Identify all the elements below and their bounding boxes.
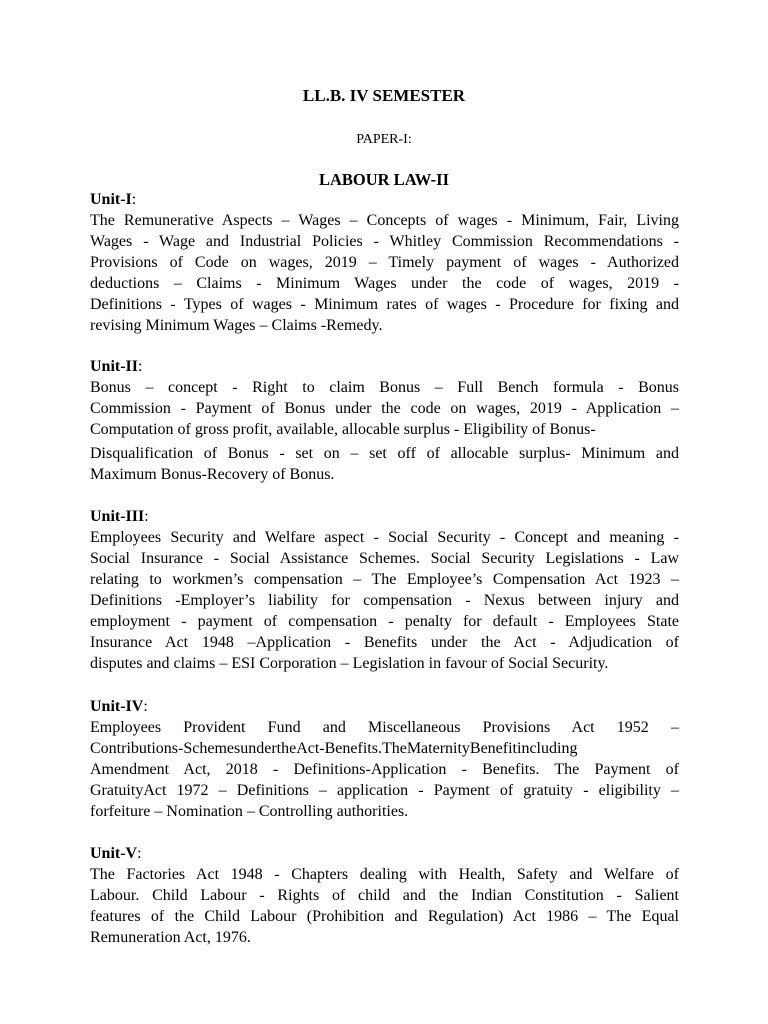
unit-2-line: Bonus – concept - Right to claim Bonus – Full Bench formula - Bonus [90,379,679,396]
unit-5-line: Remuneration Act, 1976. [90,929,251,946]
course-heading: LL.B. IV SEMESTER [302,86,466,105]
unit-5-line: features of the Child Labour (Prohibition and Regulation) Act 1986 – The Equal [90,908,679,925]
paper-heading: PAPER-I: [356,132,412,147]
unit-3-line: employment - payment of compensation - penalty for default - Employees State [90,613,679,630]
unit-5-section [90,843,679,948]
unit-1-line: Definitions - Types of wages - Minimum rates of wages - Procedure for fixing and [90,296,679,313]
unit-2-line: Maximum Bonus-Recovery of Bonus. [90,466,335,483]
unit-2-line: Computation of gross profit, available, allocable surplus - Eligibility of Bonus- [90,421,596,438]
unit-5-line: The Factories Act 1948 - Chapters dealing with Health, Safety and Welfare of [90,866,679,883]
unit-2-line: Disqualification of Bonus - set on – set off of allocable surplus- Minimum and [90,445,679,462]
unit-1-section [90,189,679,336]
unit-4-section [90,696,679,822]
unit-3-section [90,506,679,674]
unit-3-line: relating to workmen’s compensation – The Employee’s Compensation Act 1923 – [90,571,679,588]
unit-4-line: forfeiture – Nomination – Controlling authorities. [90,803,409,820]
unit-2-title: Unit-II: [90,358,143,375]
unit-2-section [90,356,679,485]
unit-4-line: GratuityAct 1972 – Definitions – application - Payment of gratuity - eligibility – [90,782,679,799]
unit-3-line: Definitions -Employer’s liability for compensation - Nexus between injury and [90,592,679,609]
unit-1-title: Unit-I: [90,191,137,208]
unit-1-line: revising Minimum Wages – Claims -Remedy. [90,317,383,334]
unit-5-title: Unit-V: [90,845,142,862]
unit-4-line: Contributions-SchemesundertheAct-Benefits.TheMaternityBenefitincluding [90,740,578,757]
unit-1-line: Wages - Wage and Industrial Policies - Whitley Commission Recommendations - [90,233,679,250]
unit-5-line: Labour. Child Labour - Rights of child and the Indian Constitution - Salient [90,887,679,904]
unit-3-line: Employees Security and Welfare aspect - Social Security - Concept and meaning - [90,529,679,546]
unit-3-line: Insurance Act 1948 –Application - Benefits under the Act - Adjudication of [90,634,679,651]
unit-4-line: Amendment Act, 2018 - Definitions-Application - Benefits. The Payment of [90,761,679,778]
unit-1-line: Provisions of Code on wages, 2019 – Timely payment of wages - Authorized [90,254,679,271]
unit-1-line: The Remunerative Aspects – Wages – Concepts of wages - Minimum, Fair, Living [90,212,679,229]
unit-3-line: disputes and claims – ESI Corporation – Legislation in favour of Social Security. [90,655,609,672]
subject-title: LABOUR LAW-II [318,170,450,189]
unit-3-title: Unit-III: [90,508,149,525]
unit-4-title: Unit-IV: [90,698,148,715]
unit-1-line: deductions – Claims - Minimum Wages under the code of wages, 2019 - [90,275,679,292]
unit-3-line: Social Insurance - Social Assistance Schemes. Social Security Legislations - Law [90,550,679,567]
unit-4-line: Employees Provident Fund and Miscellaneous Provisions Act 1952 – [90,719,679,736]
unit-2-line: Commission - Payment of Bonus under the code on wages, 2019 - Application – [90,400,679,417]
